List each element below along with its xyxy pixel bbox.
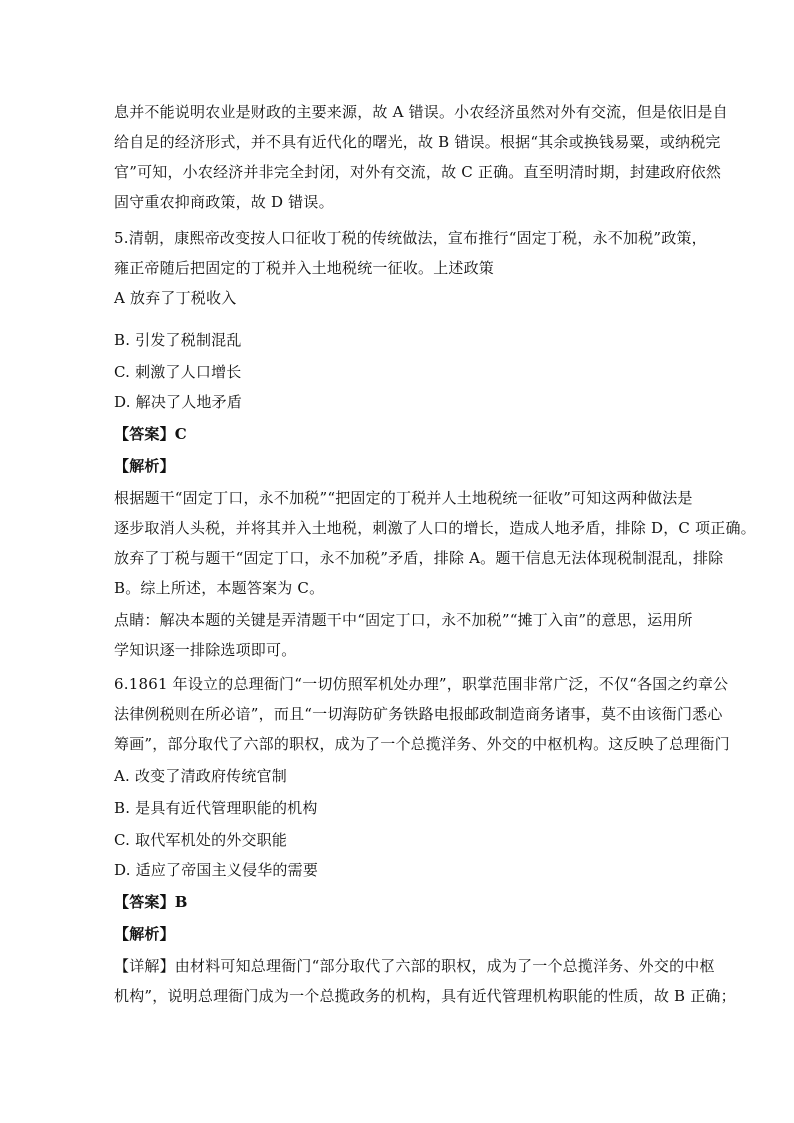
option-a: A 放弃了丁税收入 [114, 289, 237, 307]
detail-line: 【详解】由材料可知总理衙门“部分取代了六部的职权，成为了一个总揽洋务、外交的中枢 [114, 957, 715, 975]
analysis-label: 【解析】 [114, 457, 175, 475]
detail-line: 机构”，说明总理衙门成为一个总揽政务的机构，具有近代管理机构职能的性质，故 B 正确； [114, 987, 736, 1005]
option-d: D. 适应了帝国主义侵华的需要 [114, 861, 319, 879]
paragraph-line: 官”可知，小农经济并非完全封闭，对外有交流，故 C 正确。直至明清时期，封建政府依然 [114, 163, 722, 181]
analysis-label: 【解析】 [114, 925, 175, 943]
question-5-stem-line: 5.清朝，康熙帝改变按人口征收丁税的传统做法，宣布推行“固定丁税，永不加税”政策， [114, 229, 707, 247]
option-d: D. 解决了人地矛盾 [114, 393, 243, 411]
paragraph-line: 息并不能说明农业是财政的主要来源，故 A 错误。小农经济虽然对外有交流，但是依旧是自 [114, 103, 728, 121]
answer-label: 【答案】B [114, 893, 188, 911]
option-b: B. 是具有近代管理职能的机构 [114, 799, 318, 817]
tip-line: 点睛：解决本题的关键是弄清题干中“固定丁口，永不加税”“摊丁入亩”的意思，运用所 [114, 611, 693, 629]
option-c: C. 取代军机处的外交职能 [114, 831, 288, 849]
paragraph-line: 给自足的经济形式，并不具有近代化的曙光，故 B 错误。根据“其余或换钱易粟，或纳税完 [114, 133, 721, 151]
tip-line: 学知识逐一排除选项即可。 [114, 641, 297, 659]
analysis-line: 放弃了丁税与题干“固定丁口，永不加税”矛盾，排除 A。题干信息无法体现税制混乱，排除 [114, 549, 724, 567]
question-6-stem-line: 筹画”，部分取代了六部的职权，成为了一个总揽洋务、外交的中枢机构。这反映了总理衙门 [114, 735, 730, 753]
option-c: C. 刺激了人口增长 [114, 363, 242, 381]
option-a: A. 改变了清政府传统官制 [114, 767, 287, 785]
analysis-line: B。综上所述，本题答案为 C。 [114, 579, 325, 597]
analysis-line: 根据题干“固定丁口，永不加税”“把固定的丁税并人土地税统一征收”可知这两种做法是 [114, 489, 693, 507]
question-6-stem-line: 法律例税则在所必谙”，而且“一切海防矿务铁路电报邮政制造商务诸事，莫不由该衙门悉心 [114, 705, 723, 723]
question-5-stem-line: 雍正帝随后把固定的丁税并入土地税统一征收。上述政策 [114, 259, 495, 277]
answer-label: 【答案】C [114, 425, 187, 443]
question-6-stem-line: 6.1861 年设立的总理衙门“一切仿照军机处办理”，职掌范围非常广泛，不仅“各国之约章公 [114, 675, 729, 693]
analysis-line: 逐步取消人头税，并将其并入土地税，刺激了人口的增长，造成人地矛盾，排除 D，C 项正确。 [114, 519, 756, 537]
paragraph-line: 固守重农抑商政策，故 D 错误。 [114, 193, 334, 211]
option-b: B. 引发了税制混乱 [114, 331, 242, 349]
